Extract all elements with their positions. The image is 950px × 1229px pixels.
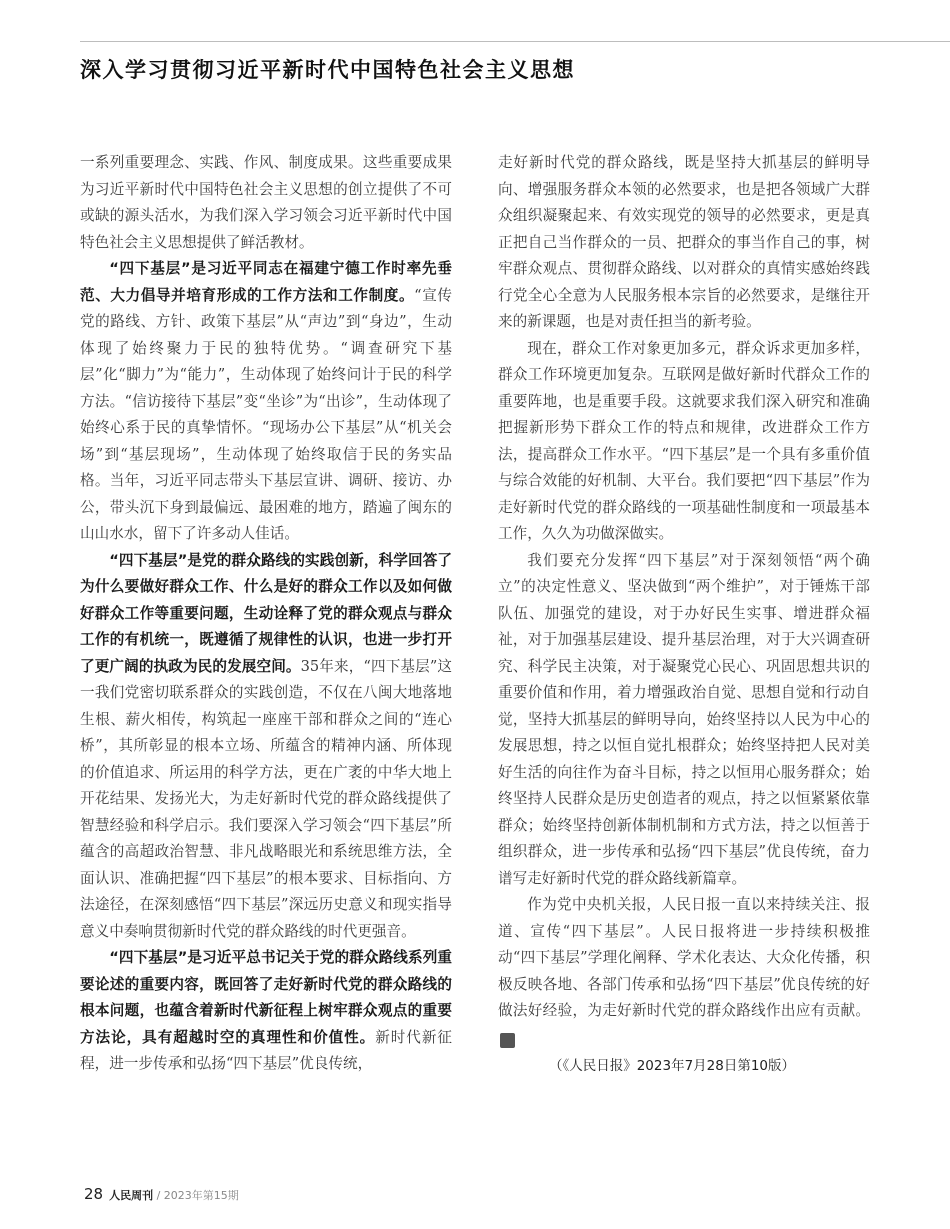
paragraph-text: “宣传党的路线、方针、政策下基层”从“声边”到“身边”，生动体现了始终聚力于民的独特优势。“调查研究下基层”化“脚力”为“能力”，生动体现了始终问计于民的科学方法。“信访接待下基层”变“坐诊”为“出诊”，生动体现了始终心系于民的真挚情怀。“现场办公下基层”从“机关会场”到“基层现场”，生动体现了始终取信于民的务实品格。当年，习近平同志带头下基层宣讲、调研、接访、办公，带头沉下身到最偏远、最困难的地方，踏遍了闽东的山山水水，留下了许多动人佳话。 xyxy=(80,286,452,542)
paragraph xyxy=(80,150,452,256)
article-column-right xyxy=(498,150,870,1080)
paragraph xyxy=(498,336,870,548)
page-footer xyxy=(84,1185,239,1203)
paragraph xyxy=(498,892,870,1051)
paragraph-text: 现在，群众工作对象更加多元，群众诉求更加多样，群众工作环境更加复杂。互联网是做好新时代群众工作的重要阵地，也是重要手段。这就要求我们深入研究和准确把握新形势下群众工作的特点和规律，改进群众工作方法，提高群众工作水平。“四下基层”是一个具有多重价值与综合效能的好机制、大平台。我们要把“四下基层”作为走好新时代党的群众路线的一项基础性制度和一项最基本工作，久久为功做深做实。 xyxy=(498,339,870,542)
paragraph xyxy=(80,548,452,946)
paragraph xyxy=(498,150,870,336)
paragraph-text: 一系列重要理念、实践、作风、制度成果。这些重要成果为习近平新时代中国特色社会主义思想的创立提供了不可或缺的源头活水，为我们深入学习领会习近平新时代中国特色社会主义思想提供了鲜活教材。 xyxy=(80,154,452,251)
section-title: 深入学习贯彻习近平新时代中国特色社会主义思想 xyxy=(80,58,575,82)
paragraph-text: 35年来，“四下基层”这一我们党密切联系群众的实践创造，不仅在八闽大地落地生根、薪火相传，构筑起一座座干部和群众之间的“连心桥”，其所彰显的根本立场、所蕴含的精神内涵、所体现的价值追求、所运用的科学方法，更在广袤的中华大地上开花结果、发扬光大，为走好新时代党的群众路线提供了智慧经验和科学启示。我们要深入学习领会“四下基层”所蕴含的高超政治智慧、非凡战略眼光和系统思维方法，全面认识、准确把握“四下基层”的根本要求、目标指向、方法途径，在深刻感悟“四下基层”深远历史意义和现实指导意义中奏响贯彻新时代党的群众路线的时代更强音。 xyxy=(80,657,452,940)
paragraph-lead: “四下基层”是习近平同志在福建宁德工作时率先垂范、大力倡导并培育形成的工作方法和工作制度。 xyxy=(80,260,452,304)
issue-label: / 2023年第15期 xyxy=(156,1189,239,1202)
paragraph xyxy=(80,945,452,1078)
paragraph-lead: “四下基层”是习近平总书记关于党的群众路线系列重要论述的重要内容，既回答了走好新时代党的群众路线的根本问题，也蕴含着新时代新征程上树牢群众观点的重要方法论，具有超越时空的真理性和价值性。 xyxy=(80,949,452,1046)
magazine-name: 人民周刊 xyxy=(109,1189,154,1202)
paragraph-text: 新时代新征程，进一步传承和弘扬“四下基层”优良传统， xyxy=(80,1028,452,1072)
page-number: 28 xyxy=(84,1185,104,1203)
paragraph xyxy=(498,548,870,893)
header-rule xyxy=(80,41,950,42)
article-source: （《人民日报》2023年7月28日第10版） xyxy=(548,1058,796,1074)
paragraph-text: 走好新时代党的群众路线，既是坚持大抓基层的鲜明导向、增强服务群众本领的必然要求，也是把各领域广大群众组织凝聚起来、有效实现党的领导的必然要求，更是真正把自己当作群众的一员、把群众的事当作自己的事，树牢群众观点、贯彻群众路线、以对群众的真情实感始终践行党全心全意为人民服务根本宗旨的必然要求，是继往开来的新课题，也是对责任担当的新考验。 xyxy=(498,154,870,330)
paragraph-text: 作为党中央机关报，人民日报一直以来持续关注、报道、宣传“四下基层”。人民日报将进一步持续积极推动“四下基层”学理化阐释、学术化表达、大众化传播，积极反映各地、各部门传承和弘扬“四下基层”优良传统的好做法好经验，为走好新时代党的群众路线作出应有贡献。 xyxy=(498,896,870,1019)
article-column-left xyxy=(80,150,452,1078)
paragraph-lead: “四下基层”是党的群众路线的实践创新，科学回答了为什么要做好群众工作、什么是好的群众工作以及如何做好群众工作等重要问题，生动诠释了党的群众观点与群众工作的有机统一，既遵循了规律性的认识，也进一步打开了更广阔的执政为民的发展空间。 xyxy=(80,551,452,675)
end-mark-icon: K xyxy=(500,1033,515,1048)
paragraph-text: 我们要充分发挥“四下基层”对于深刻领悟“两个确立”的决定性意义、坚决做到“两个维护”，对于锤炼干部队伍、加强党的建设，对于办好民生实事、增进群众福祉，对于加强基层建设、提升基层治理，对于大兴调查研究、科学民主决策，对于凝聚党心民心、巩固思想共识的重要价值和作用，着力增强政治自觉、思想自觉和行动自觉，坚持大抓基层的鲜明导向，始终坚持以人民为中心的发展思想，持之以恒自觉扎根群众；始终坚持把人民对美好生活的向往作为奋斗目标，持之以恒用心服务群众；始终坚持人民群众是历史创造者的观点，持之以恒紧紧依靠群众；始终坚持创新体制机制和方式方法，持之以恒善于组织群众，进一步传承和弘扬“四下基层”优良传统，奋力谱写走好新时代党的群众路线新篇章。 xyxy=(498,551,870,887)
paragraph xyxy=(80,256,452,548)
